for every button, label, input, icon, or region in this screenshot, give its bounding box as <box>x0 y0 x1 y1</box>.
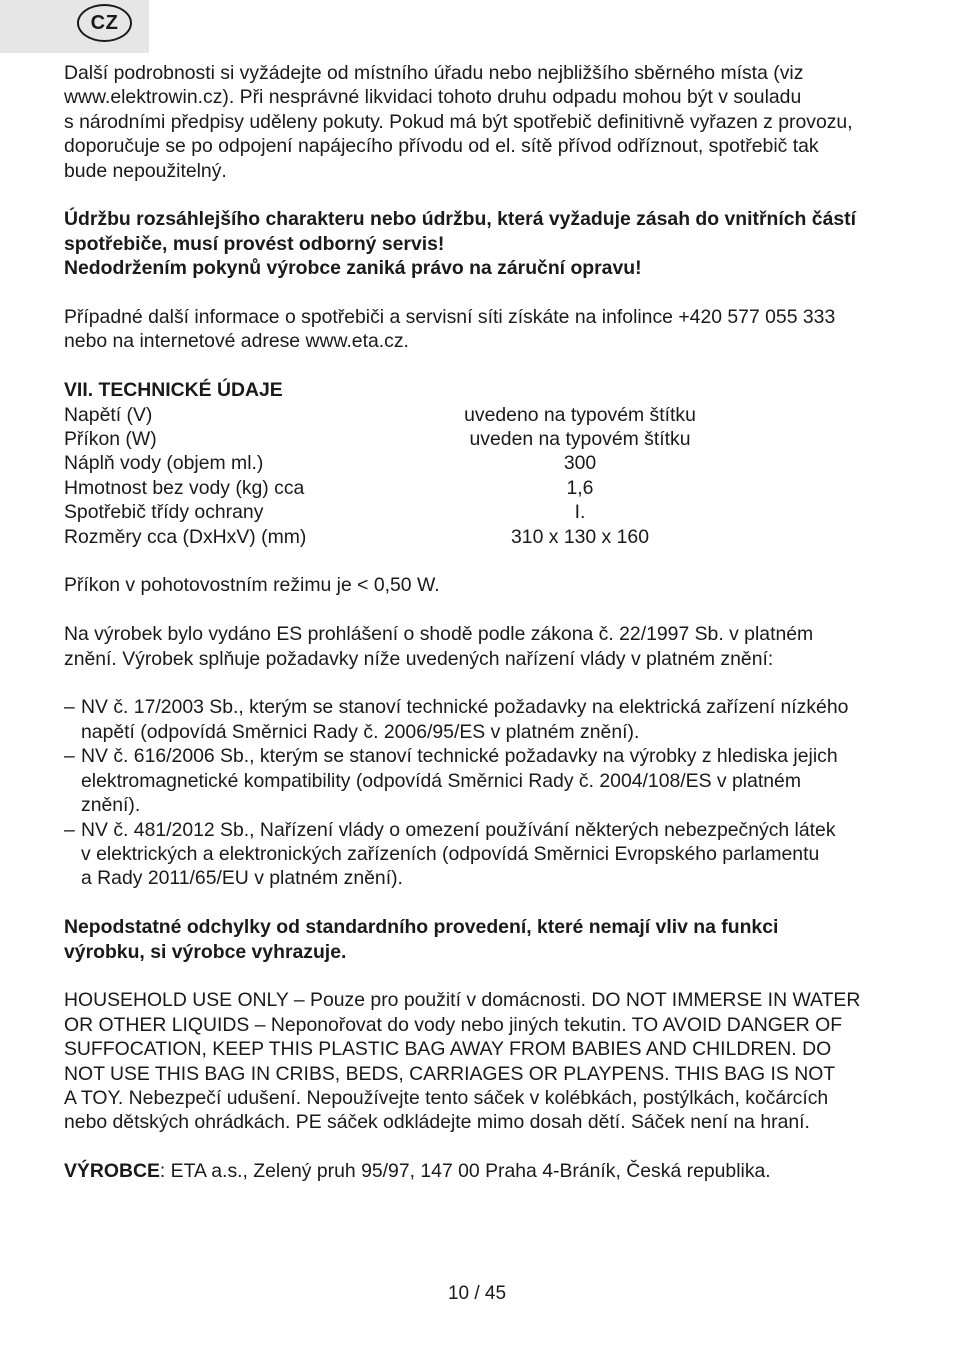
technical-specs <box>64 378 914 549</box>
conformity-paragraph <box>64 622 914 671</box>
manufacturer-line <box>64 1159 914 1183</box>
spec-value: 1,6 <box>566 476 594 499</box>
disposal-paragraph <box>64 61 914 183</box>
text-line: znění. Výrobek splňuje požadavky níže uvedených nařízení vlády v platném znění: <box>64 647 774 670</box>
language-tab <box>0 0 149 53</box>
service-warning <box>64 207 914 280</box>
spec-label: Spotřebič třídy ochrany <box>64 501 264 524</box>
page-number: 10 / 45 <box>447 1283 507 1304</box>
text-line: nebo dětských ohrádkách. PE sáček odkládejte mimo dosah dětí. Sáček není na hraní. <box>64 1111 810 1134</box>
language-badge: CZ <box>77 4 132 42</box>
spec-label: Náplň vody (objem ml.) <box>64 452 264 475</box>
spec-label: Příkon (W) <box>64 428 157 451</box>
deviations-notice <box>64 915 914 964</box>
text-line: s národními předpisy uděleny pokuty. Pokud má být spotřebič definitivně vyřazen z provozu, <box>64 110 853 133</box>
text-line: Nedodržením pokynů výrobce zaniká právo na záruční opravu! <box>64 257 642 280</box>
text-line: OR OTHER LIQUIDS – Neponořovat do vody nebo jiných tekutin. TO AVOID DANGER OF <box>64 1013 843 1036</box>
text-line: bude nepoužitelný. <box>64 159 227 182</box>
text-line: Nepodstatné odchylky od standardního provedení, které nemají vliv na funkci <box>64 916 779 939</box>
infoline-paragraph <box>64 305 914 354</box>
household-warning <box>64 988 914 1134</box>
spec-row <box>64 427 914 451</box>
text-line: HOUSEHOLD USE ONLY – Pouze pro použití v domácnosti. DO NOT IMMERSE IN WATER <box>64 989 861 1012</box>
list-item <box>64 744 914 817</box>
text-line: A TOY. Nebezpečí udušení. Nepoužívejte tento sáček v kolébkách, postýlkách, kočárcích <box>64 1086 829 1109</box>
manufacturer-label: VÝROBCE <box>64 1160 160 1183</box>
text-line: spotřebiče, musí provést odborný servis! <box>64 232 445 255</box>
text-line: NV č. 17/2003 Sb., kterým se stanoví technické požadavky na elektrická zařízení nízkého <box>81 696 849 719</box>
text-line: Údržbu rozsáhlejšího charakteru nebo údržbu, která vyžaduje zásah do vnitřních částí <box>64 208 856 231</box>
dash-marker: – <box>64 818 75 841</box>
text-line: www.elektrowin.cz). Při nesprávné likvidaci tohoto druhu odpadu mohou být v souladu <box>64 86 802 109</box>
list-item <box>64 695 914 744</box>
spec-row <box>64 525 914 549</box>
text-line: a Rady 2011/65/EU v platném znění). <box>81 867 403 890</box>
spec-row <box>64 500 914 524</box>
text-line: NOT USE THIS BAG IN CRIBS, BEDS, CARRIAGES OR PLAYPENS. THIS BAG IS NOT <box>64 1062 836 1085</box>
text-line: výrobku, si výrobce vyhrazuje. <box>64 940 347 963</box>
text-line: NV č. 616/2006 Sb., kterým se stanoví technické požadavky na výrobky z hlediska jejich <box>81 745 838 768</box>
spec-value: 310 x 130 x 160 <box>511 525 649 548</box>
standby-power: Příkon v pohotovostním režimu je < 0,50 W. <box>64 574 440 597</box>
text-line: nebo na internetové adrese www.eta.cz. <box>64 330 409 353</box>
spec-label: Rozměry cca (DxHxV) (mm) <box>64 525 307 548</box>
spec-label: Hmotnost bez vody (kg) cca <box>64 476 305 499</box>
spec-value: uvedeno na typovém štítku <box>464 403 696 426</box>
text-line: znění). <box>81 794 141 817</box>
list-item <box>64 818 914 891</box>
spec-value: 300 <box>563 452 597 475</box>
dash-marker: – <box>64 696 75 719</box>
text-line: napětí (odpovídá Směrnici Rady č. 2006/95/ES v platném znění). <box>81 720 640 743</box>
manufacturer-address: : ETA a.s., Zelený pruh 95/97, 147 00 Praha 4-Bráník, Česká republika. <box>159 1160 771 1183</box>
spec-row <box>64 476 914 500</box>
spec-row <box>64 403 914 427</box>
specs-heading: VII. TECHNICKÉ ÚDAJE <box>64 379 283 402</box>
dash-marker: – <box>64 745 75 768</box>
text-line: Na výrobek bylo vydáno ES prohlášení o shodě podle zákona č. 22/1997 Sb. v platném <box>64 623 814 646</box>
regulations-list <box>64 695 914 890</box>
spec-row <box>64 451 914 475</box>
page-content <box>64 61 914 1184</box>
text-line: NV č. 481/2012 Sb., Nařízení vlády o omezení používání některých nebezpečných látek <box>81 818 836 841</box>
text-line: elektromagnetické kompatibility (odpovídá Směrnici Rady č. 2004/108/ES v platném <box>81 769 801 792</box>
text-line: SUFFOCATION, KEEP THIS PLASTIC BAG AWAY FROM BABIES AND CHILDREN. DO <box>64 1038 832 1061</box>
text-line: doporučuje se po odpojení napájecího přívodu od el. sítě přívod odříznout, spotřebič tak <box>64 135 819 158</box>
spec-value: uveden na typovém štítku <box>469 428 691 451</box>
spec-value: I. <box>574 501 586 524</box>
spec-label: Napětí (V) <box>64 403 153 426</box>
text-line: Případné další informace o spotřebiči a servisní síti získáte na infolince +420 577 055 333 <box>64 306 836 329</box>
text-line: v elektrických a elektronických zařízeních (odpovídá Směrnici Evropského parlamentu <box>81 842 820 865</box>
text-line: Další podrobnosti si vyžádejte od místního úřadu nebo nejbližšího sběrného místa (viz <box>64 62 804 84</box>
